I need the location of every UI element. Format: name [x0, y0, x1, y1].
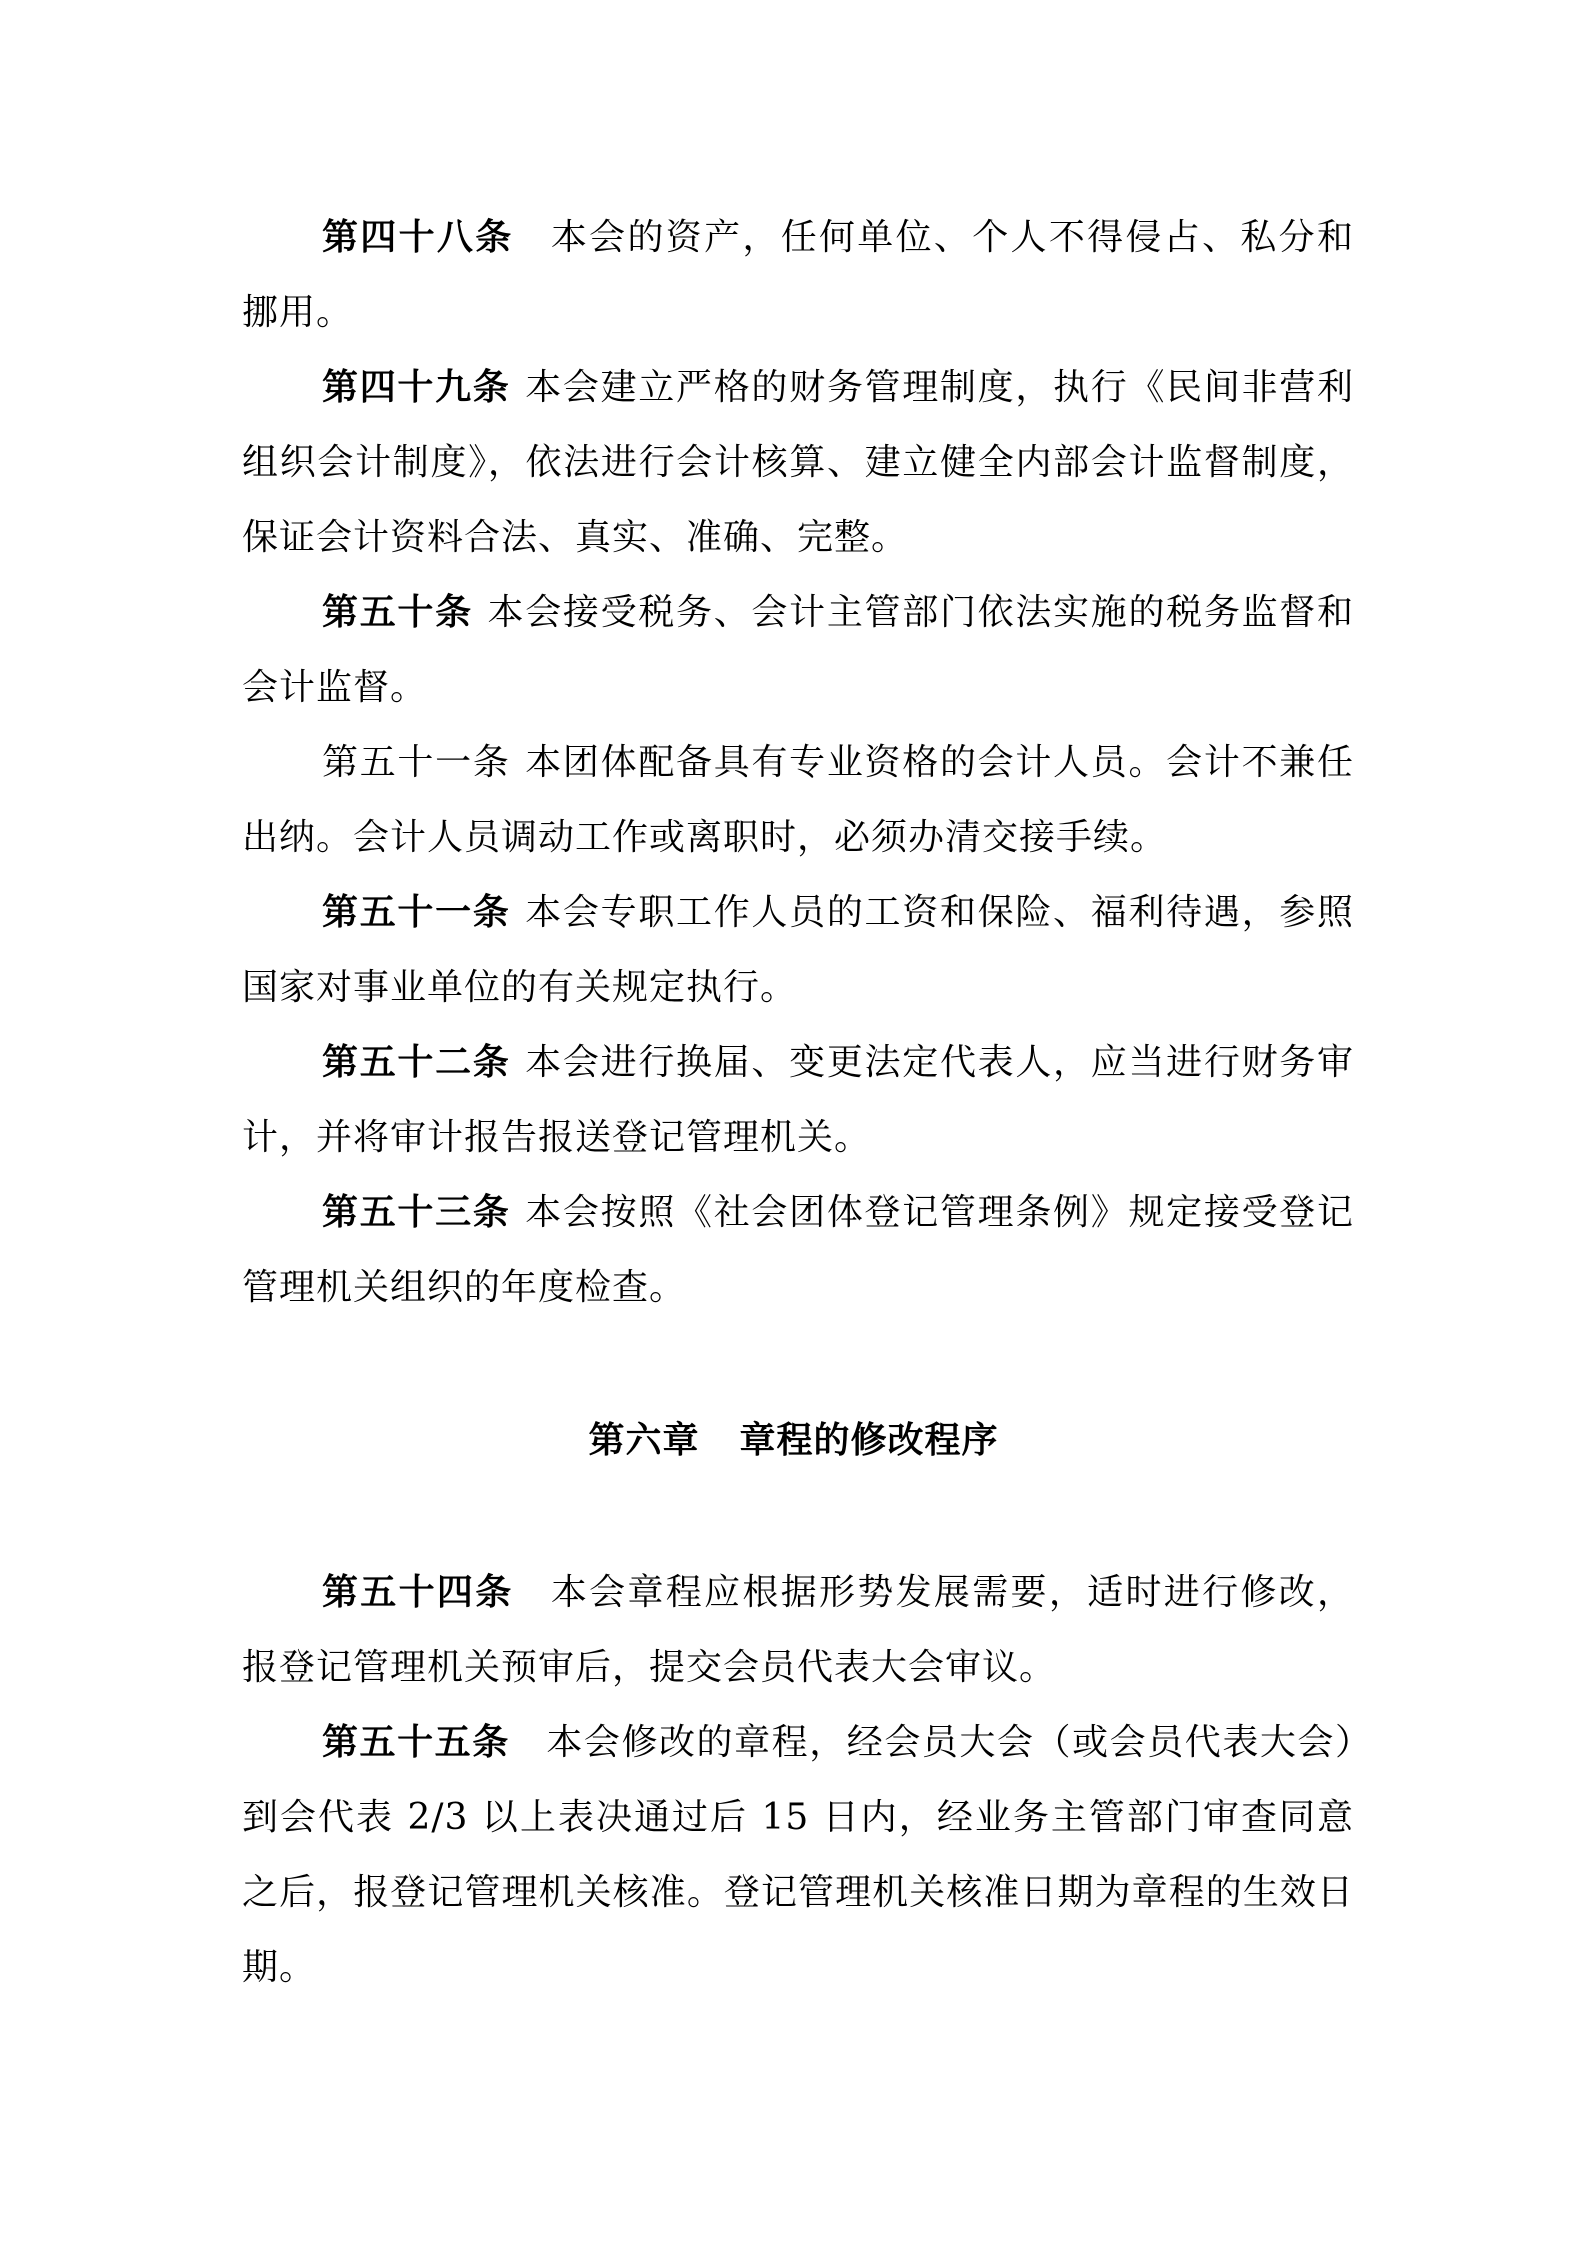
article-label: 第五十二条 [322, 1041, 511, 1083]
article-label: 第四十九条 [322, 366, 511, 408]
article-text: 本会接受税务、会计主管部门依法实施的税务监督和会计监督。 [242, 592, 1354, 708]
article-text: 本会专职工作人员的工资和保险、福利待遇，参照国家对事业单位的有关规定执行。 [242, 892, 1354, 1008]
article-label: 第五十一条 [322, 891, 511, 933]
article-51-accountant [242, 725, 1354, 875]
chapter-title: 章程的修改程序 [739, 1419, 999, 1461]
article-49 [242, 350, 1354, 575]
chapter-heading [0, 1403, 1587, 1478]
article-text: 本会的资产，任何单位、个人不得侵占、私分和挪用。 [242, 217, 1354, 333]
article-48 [242, 200, 1354, 350]
article-54 [242, 1555, 1354, 1705]
article-text: 本团体配备具有专业资格的会计人员。会计不兼任出纳。会计人员调动工作或离职时，必须办清交接手续。 [242, 742, 1354, 858]
article-text: 本会进行换届、变更法定代表人，应当进行财务审计，并将审计报告报送登记管理机关。 [242, 1042, 1354, 1158]
article-55 [242, 1705, 1354, 2005]
article-label: 第五十五条 [322, 1721, 510, 1763]
article-text: 本会章程应根据形势发展需要，适时进行修改，报登记管理机关预审后，提交会员代表大会审议。 [242, 1572, 1354, 1688]
article-label: 第四十八条 [322, 216, 514, 258]
article-53 [242, 1175, 1354, 1325]
article-50 [242, 575, 1354, 725]
article-52 [242, 1025, 1354, 1175]
article-text: 本会建立严格的财务管理制度，执行《民间非营利组织会计制度》，依法进行会计核算、建立健全内部会计监督制度，保证会计资料合法、真实、准确、完整。 [242, 367, 1354, 558]
article-label: 第五十三条 [322, 1191, 511, 1233]
article-text: 本会按照《社会团体登记管理条例》规定接受登记管理机关组织的年度检查。 [242, 1192, 1354, 1308]
article-51-staff [242, 875, 1354, 1025]
article-label: 第五十一条 [322, 742, 511, 783]
article-label: 第五十条 [322, 591, 473, 633]
article-label: 第五十四条 [322, 1571, 514, 1613]
article-text: 本会修改的章程，经会员大会（或会员代表大会）到会代表 2/3 以上表决通过后 15 日内，经业务主管部门审查同意之后，报登记管理机关核准。登记管理机关核准日期为章程的生效日期。 [242, 1722, 1354, 1988]
chapter-number: 第六章 [588, 1419, 700, 1461]
